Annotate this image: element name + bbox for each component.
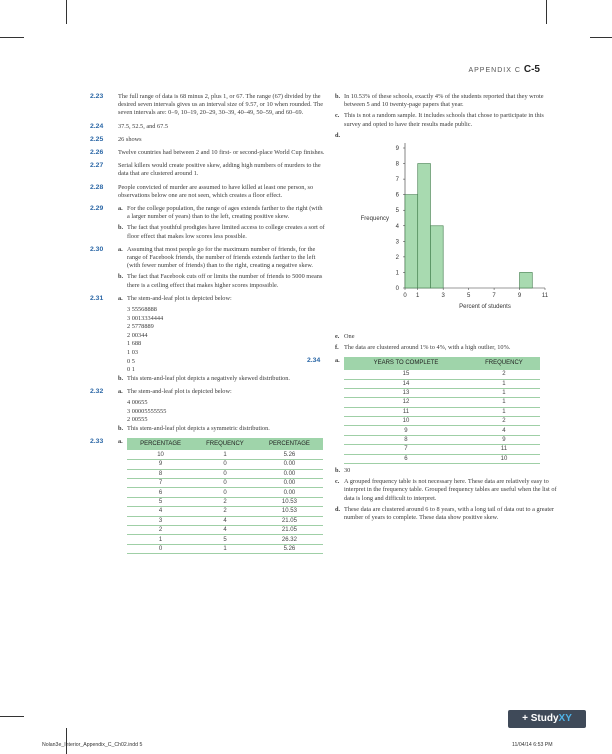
table-row (344, 445, 540, 454)
table-row (127, 460, 323, 469)
answer-2-33-f: f. The data are clustered around 1% to 4%, with a high outlier, 10%. (335, 344, 511, 352)
table-cell: 8 (344, 435, 468, 444)
table-row (127, 488, 323, 497)
table-header: FREQUENCY (194, 438, 256, 450)
y-tick-label: 1 (395, 270, 399, 277)
table-header: YEARS TO COMPLETE (344, 357, 468, 369)
page-number: C-5 (523, 64, 540, 75)
table-cell: 10.53 (256, 507, 323, 516)
table-cell: 2 (194, 507, 256, 516)
table-cell: 0 (194, 479, 256, 488)
table-cell: 3 (127, 516, 194, 525)
answer-2-33-c: c. This is not a random sample. It includes schools that chose to participate in this survey and opted to have their results made public. (335, 112, 544, 128)
answer-2-27: 2.27 Serial killers would create positive skew, adding high numbers of murders to the data that are clustered around 1. (90, 162, 321, 178)
y-axis-label: Frequency (360, 216, 389, 223)
y-tick-label: 4 (395, 223, 399, 230)
crop-mark (66, 0, 67, 24)
y-tick-label: 9 (395, 146, 399, 153)
x-tick-label: 5 (466, 293, 471, 300)
table-cell: 0.00 (256, 479, 323, 488)
table-cell: 9 (468, 435, 540, 444)
left-column (90, 93, 326, 559)
table-cell: 8 (127, 469, 194, 478)
answer-2-26: 2.26 Twelve countries had between 2 and 10 first- or second-place World Cup finishes. (90, 149, 325, 157)
table-cell: 6 (127, 488, 194, 497)
table-cell: 1 (468, 379, 540, 388)
table-cell: 1 (194, 450, 256, 459)
y-tick-label: 3 (395, 239, 399, 246)
studyxy-logo: + StudyXY (508, 710, 586, 728)
table-cell: 1 (468, 398, 540, 407)
table-cell: 21.05 (256, 516, 323, 525)
table-cell: 15 (344, 370, 468, 379)
answer-2-28: 2.28 People convicted of murder are assumed to have killed at least one person, so observations below one are not seen, which creates a floor effect. (90, 183, 314, 199)
answer-2-32: 2.32 a. The stem-and-leaf plot is depicted below: 4 00655 3 00005555555 2 00555 b. This stem-and-leaf plot depicts a symmetric distribution. (90, 388, 326, 433)
table-row (344, 407, 540, 416)
answer-2-33: 2.33 a. PERCENTAGE FREQUENCY PERCENTAGE 10 1 5.26 9 0 0.00 8 0 0.00 7 0 0.00 6 0 0.00 5 2 10.53 4 2 10.53 3 4 21.05 2 4 21.05 1 5 26.32 0 1 5.26 (90, 438, 326, 554)
histogram-chart (355, 143, 555, 333)
table-row (127, 469, 323, 478)
table-cell: 0.00 (256, 469, 323, 478)
answer-2-25: 2.25 26 shows (90, 135, 142, 143)
table-cell: 2 (127, 526, 194, 535)
table-row (344, 454, 540, 463)
table-cell: 0.00 (256, 488, 323, 497)
table-row (127, 497, 323, 506)
answer-2-33-e: e. One (335, 333, 355, 341)
table-cell: 1 (468, 407, 540, 416)
table-cell: 5.26 (256, 450, 323, 459)
answer-2-30: 2.30 a. Assuming that most people go for the maximum number of friends, for the range of Facebook friends, the number of friends extends farther to the left (with fewer number of friends) than to the right, creating a negative skew. b. The fact that Facebook cuts off or limits the number of friends to 5000 means there is a ceiling effect that makes higher scores impossible. (90, 245, 323, 289)
table-cell: 5 (127, 497, 194, 506)
table-row (127, 516, 323, 525)
y-tick-label: 7 (395, 177, 399, 184)
answer-2-33-d: d. (335, 131, 341, 139)
x-tick-label: 0 (403, 293, 407, 300)
table-cell: 10.53 (256, 497, 323, 506)
table-cell: 10 (127, 450, 194, 459)
table-cell: 1 (194, 544, 256, 553)
table-row (127, 479, 323, 488)
table-row (127, 507, 323, 516)
table-cell: 2 (468, 370, 540, 379)
y-tick-label: 5 (395, 208, 399, 215)
footer-file: Nolan3e_Interior_Appendix_C_Ch02.indd 5 (42, 742, 143, 748)
y-tick-label: 2 (395, 254, 399, 261)
table-cell: 10 (468, 454, 540, 463)
table-cell: 5 (194, 535, 256, 544)
table-cell: 13 (344, 388, 468, 397)
histogram-bar (405, 195, 418, 288)
table-cell: 11 (344, 407, 468, 416)
x-axis-label: Percent of students (459, 304, 511, 311)
table-header: FREQUENCY (468, 357, 540, 369)
answer-2-31: 2.31 a. The stem-and-leaf plot is depicted below: 3 55568888 3 0013334444 2 5778889 2 00344 1 688 1 03 0 5 0 1 b. This stem-and-leaf plot depicts a negatively skewed distribution. (90, 295, 326, 383)
table-row (344, 435, 540, 444)
histogram-svg (355, 143, 555, 333)
histogram-bar (520, 272, 533, 288)
histogram-bar (430, 226, 443, 288)
x-tick-label: 7 (492, 293, 496, 300)
y-tick-label: 6 (395, 192, 399, 199)
table-cell: 1 (468, 388, 540, 397)
crop-mark (0, 37, 24, 38)
table-cell: 4 (194, 516, 256, 525)
right-column (307, 93, 557, 527)
table-header: PERCENTAGE (127, 438, 194, 450)
x-tick-label: 9 (517, 293, 522, 300)
table-row (344, 398, 540, 407)
table-cell: 2 (468, 417, 540, 426)
y-tick-label: 8 (395, 161, 399, 168)
table-cell: 9 (127, 460, 194, 469)
table-cell: 7 (127, 479, 194, 488)
table-row (344, 417, 540, 426)
crop-mark (66, 728, 67, 754)
table-row (344, 388, 540, 397)
answer-2-23: 2.23 The full range of data is 68 minus 2, plus 1, or 67. The range (67) divided by the desired seven intervals gives us an interval size of 9.57, or 10 when rounded. The seven intervals are: 0–9, 10–19, 20–29, 30–39, 40–49, 50–59, and 60–69. (90, 93, 324, 117)
answer-2-24: 2.24 37.5, 52.5, and 67.5 (90, 122, 169, 130)
x-tick-label: 3 (441, 293, 445, 300)
answer-2-34: 2.34 a. YEARS TO COMPLETE FREQUENCY 15 2 14 1 13 1 12 1 11 1 10 2 9 4 8 9 7 11 6 10 b. 30 c. A grouped frequency table is not necessary here. These data are relatively easy to interpret in the frequency table. Grouped frequency tables are useful when the list of data is long and difficult to interpret. d. These data are clustered around 6 to 8 years, with a long tail of data out to a greater number of years to complete. These data show positive skew. (307, 357, 557, 522)
histogram-bar (418, 164, 431, 288)
stem-leaf-plot: 3 55568888 3 0013334444 2 5778889 2 00344 1 688 1 03 0 5 0 1 (127, 306, 164, 374)
table-row (344, 370, 540, 379)
table-cell: 2 (194, 497, 256, 506)
table-row (127, 450, 323, 459)
running-header: APPENDIX C C-5 (468, 64, 540, 75)
table-cell: 26.32 (256, 535, 323, 544)
frequency-table-2-33 (127, 438, 323, 554)
crop-mark (0, 716, 24, 717)
crop-mark (590, 37, 612, 38)
table-cell: 4 (468, 426, 540, 435)
table-row (344, 426, 540, 435)
y-tick-label: 0 (395, 286, 399, 293)
answer-2-33-b: b. In 10.53% of these schools, exactly 4% of the students reported that they wrote between 5 and 10 twenty-page papers that year. (335, 93, 544, 109)
table-cell: 0.00 (256, 460, 323, 469)
table-row (344, 379, 540, 388)
table-cell: 0 (194, 460, 256, 469)
table-cell: 5.26 (256, 544, 323, 553)
table-cell: 14 (344, 379, 468, 388)
table-cell: 0 (194, 488, 256, 497)
table-header: PERCENTAGE (256, 438, 323, 450)
table-cell: 7 (344, 445, 468, 454)
table-cell: 11 (468, 445, 540, 454)
table-row (127, 526, 323, 535)
x-tick-label: 1 (416, 293, 420, 300)
frequency-table-2-34 (344, 357, 540, 464)
table-row (127, 535, 323, 544)
x-tick-label: 11 (541, 293, 549, 300)
table-cell: 9 (344, 426, 468, 435)
table-cell: 4 (194, 526, 256, 535)
table-cell: 6 (344, 454, 468, 463)
table-row (127, 544, 323, 553)
table-cell: 1 (127, 535, 194, 544)
stem-leaf-plot: 4 00655 3 00005555555 2 00555 (127, 399, 167, 424)
table-cell: 21.05 (256, 526, 323, 535)
answer-2-29: 2.29 a. For the college population, the range of ages extends farther to the right (with a larger number of years) than to the left, creating positive skew. b. The fact that youthful prodigies have limited access to college creates a sort of floor effect that makes low scores less possible. (90, 205, 325, 240)
table-cell: 10 (344, 417, 468, 426)
crop-mark (546, 0, 547, 24)
table-cell: 12 (344, 398, 468, 407)
table-cell: 0 (127, 544, 194, 553)
table-cell: 4 (127, 507, 194, 516)
table-cell: 0 (194, 469, 256, 478)
footer-date: 11/04/14 6:53 PM (512, 742, 553, 748)
